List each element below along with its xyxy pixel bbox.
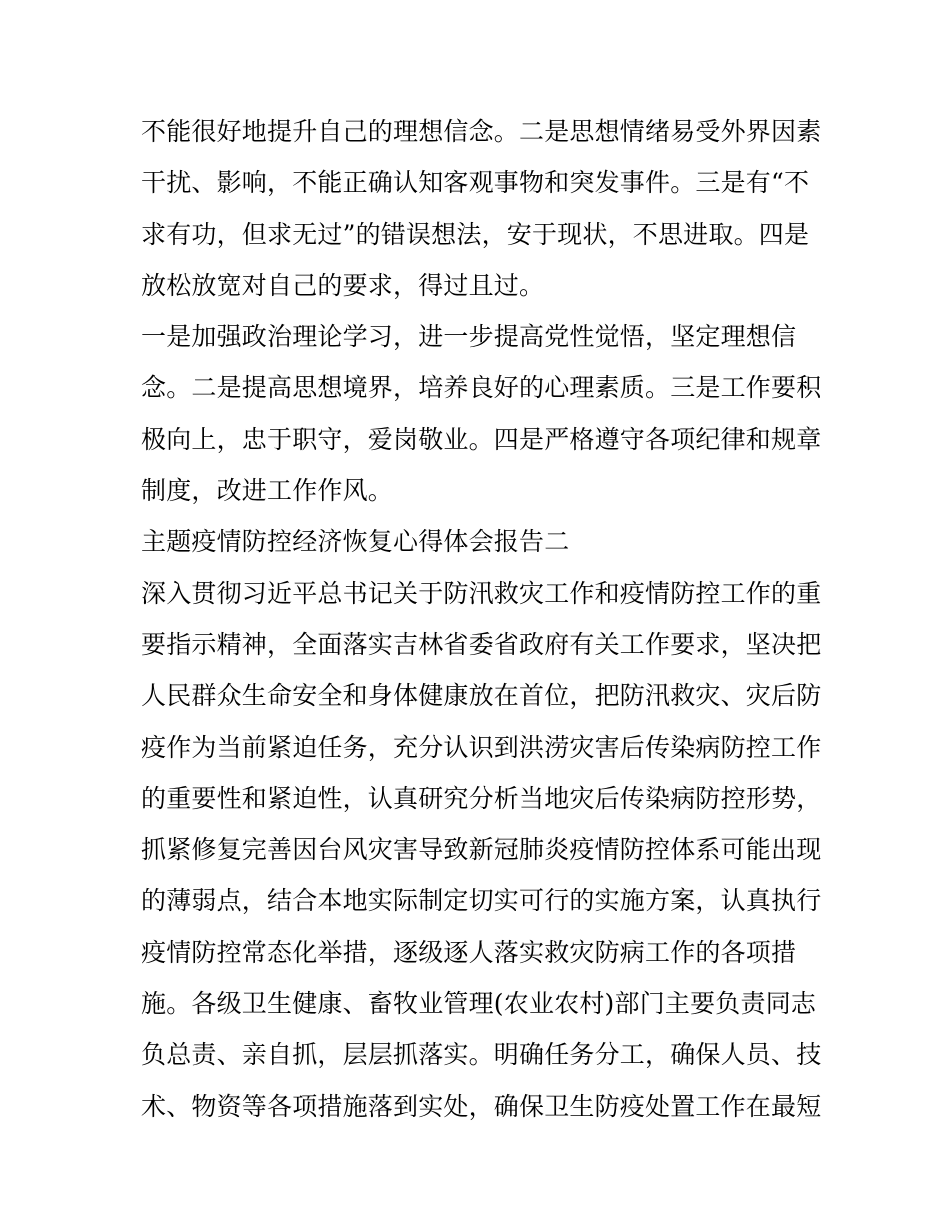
document-body [141,106,821,1132]
text-line: 求有功，但求无过”的错误想法，安于现状，不思进取。四是 [141,219,810,249]
text-line: 的重要性和紧迫性，认真研究分析当地灾后传染病防控形势， [141,783,822,813]
section-heading: 主题疫情防控经济恢复心得体会报告二 [141,527,570,557]
text-line: 一是加强政治理论学习，进一步提高党性觉悟，坚定理想信 [141,322,797,352]
text-line: 制度，改进工作作风。 [141,476,394,506]
text-line: 念。二是提高思想境界，培养良好的心理素质。三是工作要积 [141,373,822,403]
text-line: 极向上，忠于职守，爱岗敬业。四是严格遵守各项纪律和规章 [141,424,822,454]
text-line: 抓紧修复完善因台风灾害导致新冠肺炎疫情防控体系可能出现 [141,835,822,865]
text-line: 施。各级卫生健康、畜牧业管理(农业农村)部门主要负责同志 [141,989,817,1019]
text-line: 人民群众生命安全和身体健康放在首位，把防汛救灾、灾后防 [141,681,822,711]
text-line: 术、物资等各项措施落到实处，确保卫生防疫处置工作在最短 [141,1091,822,1121]
text-line: 的薄弱点，结合本地实际制定切实可行的实施方案，认真执行 [141,886,822,916]
text-line: 要指示精神，全面落实吉林省委省政府有关工作要求，坚决把 [141,629,822,659]
text-line: 疫情防控常态化举措，逐级逐人落实救灾防病工作的各项措 [141,937,797,967]
text-line: 疫作为当前紧迫任务，充分认识到洪涝灾害后传染病防控工作 [141,732,822,762]
text-line: 深入贯彻习近平总书记关于防汛救灾工作和疫情防控工作的重 [141,578,822,608]
text-line: 放松放宽对自己的要求，得过且过。 [141,270,545,300]
text-line: 干扰、影响，不能正确认知客观事物和突发事件。三是有“不 [141,168,810,198]
text-line: 负总责、亲自抓，层层抓落实。明确任务分工，确保人员、技 [141,1040,822,1070]
text-line: 不能很好地提升自己的理想信念。二是思想情绪易受外界因素 [141,117,822,146]
